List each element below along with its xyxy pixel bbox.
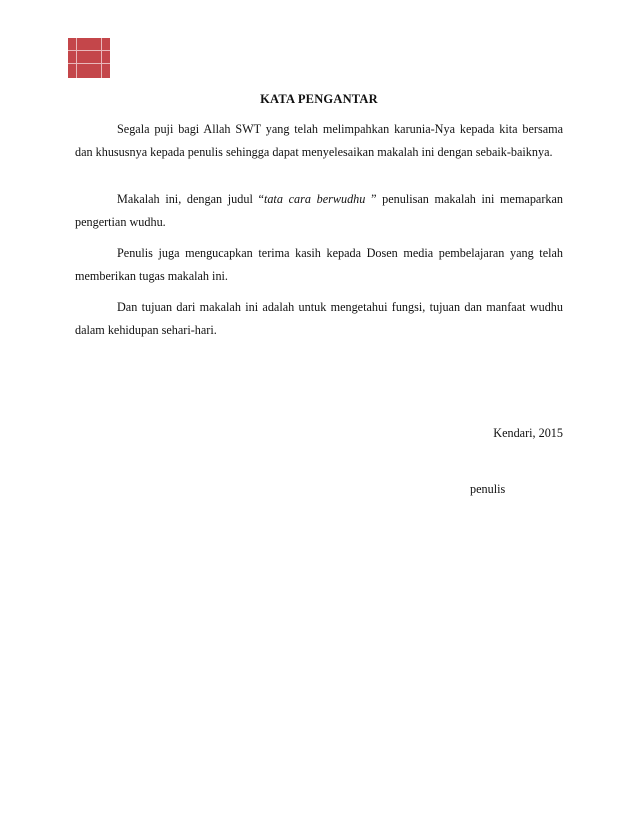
logo-image xyxy=(68,38,110,78)
paragraph-2-before: Makalah ini, dengan judul “ xyxy=(117,192,264,206)
logo-grid-line xyxy=(68,63,110,64)
paragraph-2-italic-title: tata cara berwudhu xyxy=(263,192,372,206)
logo-grid-line xyxy=(68,50,110,51)
paragraph-3: Penulis juga mengucapkan terima kasih kepada Dosen media pembelajaran yang telah memberikan tugas makalah ini. xyxy=(75,246,563,283)
paragraph-2-after: ” penulisan makalah ini memaparkan pengertian wudhu. xyxy=(75,192,563,229)
paragraph-4: Dan tujuan dari makalah ini adalah untuk mengetahui fungsi, tujuan dan manfaat wudhu dalam kehidupan sehari-hari. xyxy=(75,300,563,337)
author-signature: penulis xyxy=(470,482,506,496)
place-date: Kendari, 2015 xyxy=(493,426,563,440)
logo-grid-line xyxy=(101,38,102,78)
page-title: KATA PENGANTAR xyxy=(260,92,378,106)
paragraph-1: Segala puji bagi Allah SWT yang telah melimpahkan karunia-Nya kepada kita bersama dan khususnya kepada penulis sehingga dapat menyelesaikan makalah ini dengan sebaik-baiknya. xyxy=(75,122,563,159)
paragraph-2 xyxy=(75,188,563,234)
logo-grid-line xyxy=(76,38,77,78)
